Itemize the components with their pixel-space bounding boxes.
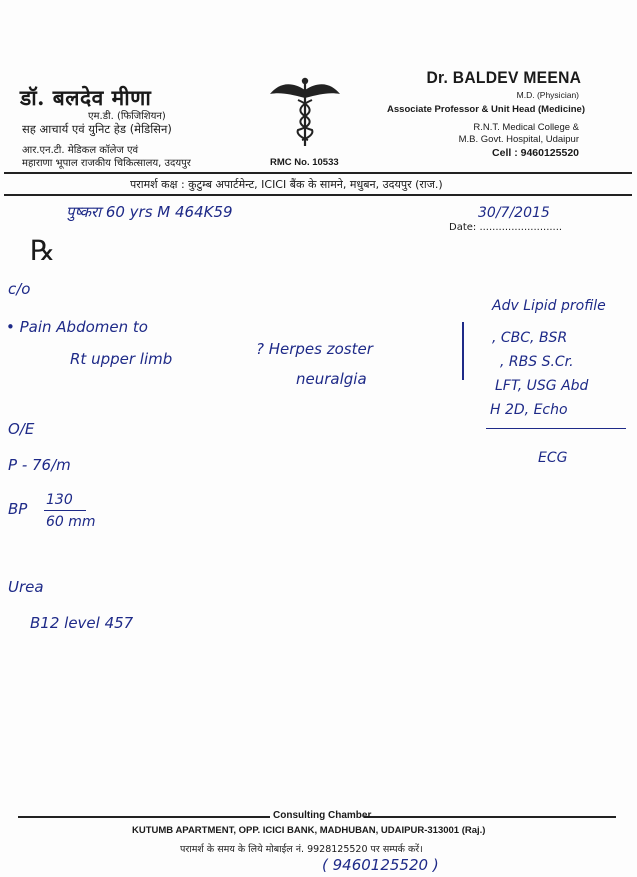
bp-value-lower: 60 mm xyxy=(46,514,96,530)
urea-heading: Urea xyxy=(8,578,44,596)
handwritten-number: ( 9460125520 ) xyxy=(322,856,439,874)
hospital-english: M.B. Govt. Hospital, Udaipur xyxy=(458,134,579,145)
rmc-number: RMC No. 10533 xyxy=(270,157,339,168)
college-english: R.N.T. Medical College & xyxy=(473,122,579,133)
doctor-degree-hindi: एम.डी. (फिजिशियन) xyxy=(88,111,166,122)
consulting-room: परामर्श कक्ष : कुटुम्ब अपार्टमेन्ट, ICICI बैंक के सामने, मधुबन, उदयपुर (राज.) xyxy=(130,178,443,191)
hospital-hindi: महाराणा भूपाल राजकीय चिकित्सालय, उदयपुर xyxy=(22,158,191,169)
rx-symbol: ℞ xyxy=(30,234,56,267)
doctor-degree-english: M.D. (Physician) xyxy=(516,90,579,100)
divider-stroke xyxy=(462,322,464,380)
header-rule-bottom xyxy=(4,194,632,196)
diagnosis-2: neuralgia xyxy=(296,370,367,388)
advice-underline xyxy=(486,428,626,429)
date-label: Date: .......................... xyxy=(449,222,563,233)
history-heading: c/o xyxy=(8,280,31,298)
college-hindi: आर.एन.टी. मेडिकल कॉलेज एवं xyxy=(22,145,139,156)
diagnosis-1: ? Herpes zoster xyxy=(256,340,373,358)
doctor-name-english: Dr. BALDEV MEENA xyxy=(426,68,581,87)
doctor-name-hindi: डॉ. बलदेव मीणा xyxy=(20,85,152,110)
doctor-designation-hindi: सह आचार्य एवं युनिट हेड (मेडिसिन) xyxy=(22,122,172,136)
caduceus-logo xyxy=(268,76,342,148)
advice-4: LFT, USG Abd xyxy=(495,378,589,394)
urea-value: B12 level 457 xyxy=(30,614,134,632)
bp-fraction-line xyxy=(44,510,86,511)
patient-details: पुष्करा 60 yrs M 464K59 xyxy=(66,203,233,221)
consulting-chamber-label: Consulting Chamber xyxy=(273,810,372,821)
footer-rule-left xyxy=(18,816,270,818)
cell-number: Cell : 9460125520 xyxy=(492,147,579,159)
chamber-address: KUTUMB APARTMENT, OPP. ICICI BANK, MADHUBAN, UDAIPUR-313001 (Raj.) xyxy=(132,825,486,836)
complaint-1: • Pain Abdomen to xyxy=(6,318,148,336)
complaint-2: Rt upper limb xyxy=(70,350,173,368)
footer-rule-right xyxy=(364,816,616,818)
header-rule-top xyxy=(4,172,632,174)
mobile-note: परामर्श के समय के लिये मोबाईल नं. 9928125520 पर सम्पर्क करें। xyxy=(180,844,423,855)
oe-heading: O/E xyxy=(8,420,35,438)
doctor-designation-english: Associate Professor & Unit Head (Medicine) xyxy=(387,104,585,115)
advice-6: ECG xyxy=(538,450,568,466)
bp-value: 130 xyxy=(46,492,73,508)
advice-5: H 2D, Echo xyxy=(490,402,568,418)
advice-1: Adv Lipid profile xyxy=(492,298,606,314)
bp-label: BP xyxy=(8,500,28,518)
pulse: P - 76/m xyxy=(8,456,71,474)
advice-3: , RBS S.Cr. xyxy=(500,354,574,370)
advice-2: , CBC, BSR xyxy=(492,330,568,346)
date-handwritten: 30/7/2015 xyxy=(478,205,550,221)
